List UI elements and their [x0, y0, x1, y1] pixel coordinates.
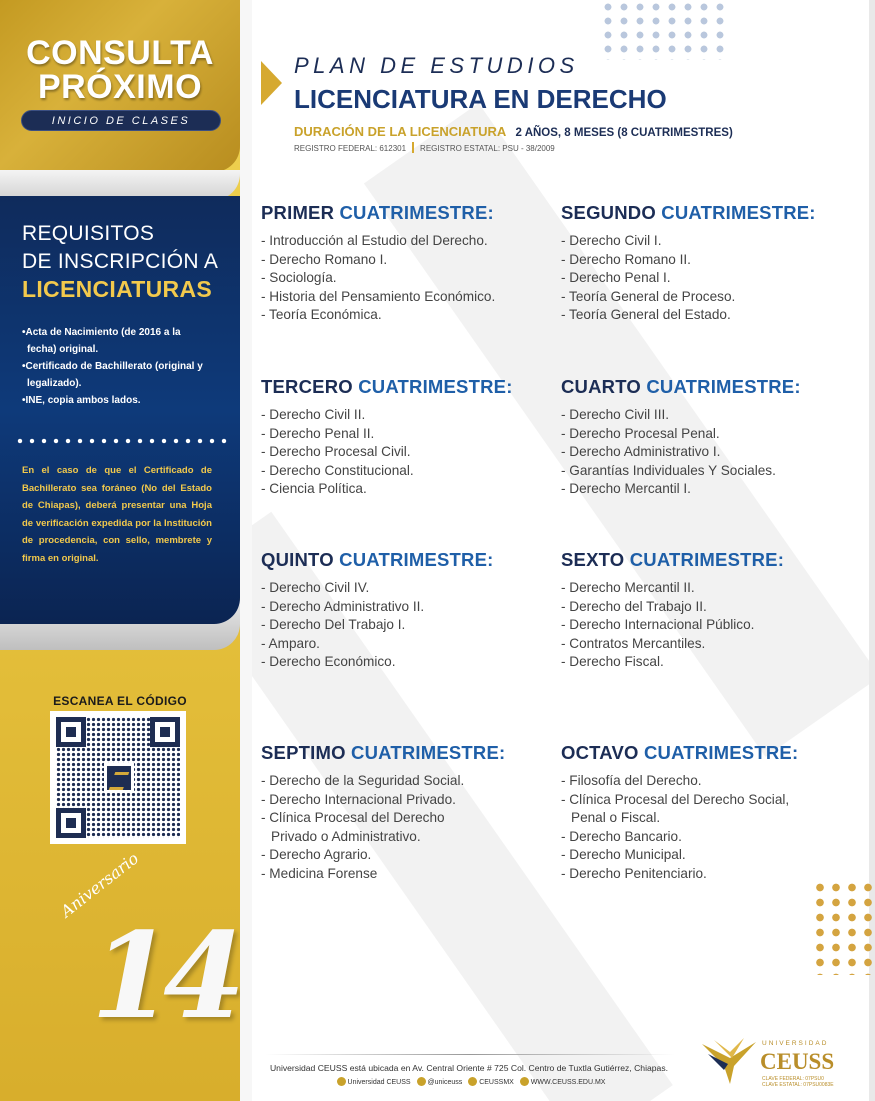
subject-item: - Introducción al Estudio del Derecho. [261, 233, 488, 248]
subject-item: - Clínica Procesal del Derecho Social, Penal o Fiscal. [561, 791, 790, 826]
footer-social [264, 1077, 674, 1086]
subject-item: - Derecho Mercantil I. [561, 481, 691, 497]
subject-item: - Contratos Mercantiles. [561, 635, 706, 651]
semester-block [561, 376, 861, 499]
dotted-divider [14, 437, 229, 445]
subject-item: - Derecho Municipal. [561, 847, 686, 863]
instagram-icon [468, 1077, 477, 1086]
subject-item: - Derecho Civil II. [261, 407, 366, 422]
subject-item: - Teoría General de Proceso. [561, 288, 736, 304]
subject-list [561, 232, 861, 325]
requirements-list [22, 324, 227, 409]
semester-block [561, 549, 861, 672]
subject-list [561, 772, 821, 884]
subject-item: - Derecho Agrario. [261, 847, 372, 863]
duration-value: 2 AÑOS, 8 MESES (8 CUATRIMESTRES) [515, 127, 733, 139]
semester-title: CUARTO CUATRIMESTRE: [561, 376, 801, 397]
registro-federal: REGISTRO FEDERAL: 612301 [294, 144, 407, 153]
semester-title: TERCERO CUATRIMESTRE: [261, 376, 513, 397]
separator [412, 142, 414, 153]
subject-item: - Derecho Penal I. [561, 270, 671, 286]
subject-item: - Derecho Administrativo I. [561, 444, 721, 460]
subject-item: - Derecho Del Trabajo I. [261, 617, 406, 633]
ceuss-logo-icon [700, 1036, 758, 1086]
subject-list [561, 579, 861, 672]
requirements-heading-3: LICENCIATURAS [22, 276, 213, 302]
subject-item: - Derecho Romano II. [561, 251, 691, 267]
semester-title: PRIMER CUATRIMESTRE: [261, 202, 494, 223]
subject-item: - Derecho Procesal Civil. [261, 444, 411, 460]
subject-item: - Derecho Civil III. [561, 407, 670, 422]
subject-item: - Derecho del Trabajo II. [561, 598, 707, 614]
semester-block [261, 202, 561, 325]
play-arrow-icon [261, 61, 282, 105]
subject-item: - Derecho Constitucional. [261, 462, 414, 478]
requirements-heading-1: REQUISITOS [22, 222, 155, 245]
semester-block [561, 202, 861, 325]
footer-address: Universidad CEUSS está ubicada en Av. Central Oriente # 725 Col. Centro de Tuxtla Gutiérrez, Chiapas. [269, 1063, 669, 1073]
semester-title: OCTAVO CUATRIMESTRE: [561, 742, 799, 763]
subject-item: - Derecho Internacional Público. [561, 617, 755, 633]
subject-list [561, 406, 861, 499]
subject-item: - Derecho Internacional Privado. [261, 791, 456, 807]
duration-label: DURACIÓN DE LA LICENCIATURA [294, 124, 507, 139]
requirement-item: •INE, copia ambos lados. [22, 395, 141, 406]
social-instagram[interactable]: CEUSSMX [479, 1079, 514, 1086]
requirement-item: •Acta de Nacimiento (de 2016 a la fecha) original. [22, 327, 181, 355]
subject-item: - Historia del Pensamiento Económico. [261, 288, 496, 304]
requirements-heading-2: DE INSCRIPCIÓN A [22, 250, 219, 273]
globe-icon [520, 1077, 529, 1086]
subject-item: - Filosofía del Derecho. [561, 773, 702, 788]
subject-item: - Clínica Procesal del Derecho Privado o Administrativo. [261, 810, 445, 844]
registration-line [294, 142, 555, 153]
semester-block [261, 742, 506, 884]
qr-code[interactable] [50, 711, 186, 844]
logo-university-label: UNIVERSIDAD [762, 1040, 829, 1047]
anniversary-word: Aniversario [57, 848, 143, 921]
tiktok-icon [417, 1077, 426, 1086]
subject-item: - Derecho de la Seguridad Social. [261, 773, 465, 788]
subject-item: - Derecho Administrativo II. [261, 598, 425, 614]
dot-pattern-right [812, 880, 872, 975]
subject-item: - Derecho Penitenciario. [561, 865, 707, 881]
semester-block [261, 549, 561, 672]
anniversary-number: 14 [91, 906, 236, 1045]
foreign-certificate-note: En el caso de que el Certificado de Bachillerato sea foráneo (No del Estado de Chiapas), deberá presentar una Hoja de verificación expedida por la Institución de procedencia, con sello, membrete y firma en original. [22, 465, 212, 564]
subject-item: - Sociología. [261, 270, 337, 286]
subject-item: - Derecho Fiscal. [561, 654, 664, 670]
subject-list [261, 232, 561, 325]
semester-block [561, 742, 821, 884]
left-sidebar [0, 0, 240, 1101]
subject-item: - Teoría Económica. [261, 307, 382, 323]
qr-logo-icon [104, 763, 134, 793]
subject-item: - Ciencia Política. [261, 481, 367, 497]
dot-pattern-top [600, 0, 730, 60]
subject-item: - Derecho Económico. [261, 654, 396, 670]
career-title: LICENCIATURA EN DERECHO [294, 84, 667, 114]
social-facebook[interactable]: Universidad CEUSS [347, 1079, 411, 1086]
semester-title: SEPTIMO CUATRIMESTRE: [261, 742, 506, 763]
qr-finder-icon [150, 717, 180, 747]
subject-item: - Derecho Mercantil II. [561, 580, 695, 595]
plan-label: PLAN DE ESTUDIOS [294, 53, 579, 78]
semester-title: SEGUNDO CUATRIMESTRE: [561, 202, 816, 223]
requirement-item: •Certificado de Bachillerato (original y legalizado). [22, 361, 203, 389]
subject-item: - Medicina Forense [261, 865, 378, 881]
subject-list [261, 772, 491, 884]
website-link[interactable]: WWW.CEUSS.EDU.MX [530, 1079, 606, 1086]
subject-list [261, 406, 561, 499]
subject-item: - Amparo. [261, 635, 320, 651]
promo-banner [0, 0, 240, 172]
qr-finder-icon [56, 717, 86, 747]
promo-pill: INICIO DE CLASES [21, 110, 221, 131]
logo-fine-print: CLAVE FEDERAL: 07PSU0 CLAVE ESTATAL: 07PSU0083E [762, 1076, 834, 1088]
promo-line-1: CONSULTA [26, 34, 214, 72]
anniversary-emblem [55, 848, 236, 1066]
subject-item: - Derecho Procesal Penal. [561, 425, 720, 441]
social-tiktok[interactable]: @uniceuss [427, 1079, 463, 1086]
subject-item: - Garantías Individuales Y Sociales. [561, 462, 776, 478]
subject-item: - Derecho Penal II. [261, 425, 375, 441]
promo-line-2: PRÓXIMO [37, 68, 203, 106]
scan-code-label: ESCANEA EL CÓDIGO [53, 694, 187, 708]
semester-title: QUINTO CUATRIMESTRE: [261, 549, 494, 570]
logo-name: CEUSS [760, 1049, 835, 1074]
subject-item: - Derecho Civil I. [561, 233, 662, 248]
qr-finder-icon [56, 808, 86, 838]
subject-item: - Derecho Bancario. [561, 828, 682, 844]
registro-estatal: REGISTRO ESTATAL: PSU - 38/2009 [420, 144, 555, 153]
subject-item: - Derecho Civil IV. [261, 580, 370, 595]
facebook-icon [337, 1077, 346, 1086]
semester-title: SEXTO CUATRIMESTRE: [561, 549, 785, 570]
subject-item: - Derecho Romano I. [261, 251, 388, 267]
footer-divider [265, 1054, 675, 1055]
duration-line [294, 124, 733, 139]
semester-block [261, 376, 561, 499]
subject-list [261, 579, 561, 672]
subject-item: - Teoría General del Estado. [561, 307, 731, 323]
